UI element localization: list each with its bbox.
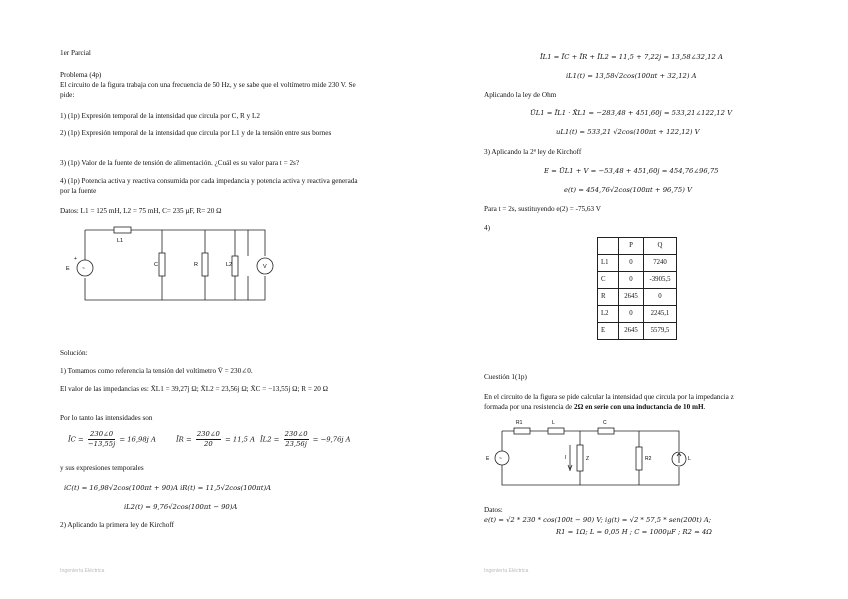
current-il2: ĪL2 = $\frac{230\angle 0}{23,56j}$ = −9,76j A xyxy=(260,430,351,448)
currents-intro: Por lo tanto las intensidades son xyxy=(60,414,153,422)
exam-heading: 1er Parcial xyxy=(60,49,91,57)
datos-eq-1: e(t) = √2 * 230 * cos(100t − 90) V; ig(t) = √2 * 57,5 * sen(200t) A; xyxy=(484,516,712,524)
cuestion-text-2: formada por una resistencia de 2Ω en serie con una inductancia de 10 mH. xyxy=(484,403,706,411)
eq-ul1-time: uL1(t) = 533,21 √2cos(100πt + 122,12) V xyxy=(556,128,700,136)
step-1: 1) Tomamos como referencia la tensión del voltímetro V̄ = 230∠0. xyxy=(60,367,253,375)
table-cell: 5579,5 xyxy=(644,323,677,340)
eq-il1-time: iL1(t) = 13,58√2cos(100πt + 32,12) A xyxy=(566,72,697,80)
temporal-intro: y sus expresiones temporales xyxy=(60,464,144,472)
table-cell: Q xyxy=(644,238,677,255)
label-l: L xyxy=(552,420,555,426)
impedances-text: El valor de las impedancias es: X̄L1 = 39,27j Ω; X̄L2 = 23,56j Ω; X̄C = −13,55j Ω; R = 20 Ω xyxy=(60,385,329,393)
source-symbol-2: ~ xyxy=(499,456,502,462)
step-2: 2) Aplicando la primera ley de Kirchoff xyxy=(60,521,175,529)
left-footer: Ingeniería Eléctrica xyxy=(60,568,105,574)
table-cell: 0 xyxy=(619,272,644,289)
label-r2: R2 xyxy=(645,456,652,462)
label-c: C xyxy=(154,262,158,268)
table-cell: R xyxy=(598,289,619,306)
datos-eq-2: R1 = 1Ω; L = 0,05 H ; C = 1000µF ; R2 = 4Ω xyxy=(556,528,712,536)
temporal-expression-il2: iL2(t) = 9,76√2cos(100πt − 90)A xyxy=(124,503,238,511)
source-symbol: ~ xyxy=(82,266,85,272)
table-cell: C xyxy=(598,272,619,289)
question-1: 1) (1p) Expresión temporal de la intensidad que circula por C, R y L2 xyxy=(60,112,260,120)
label-plus: + xyxy=(74,256,77,262)
solucion-heading: Solución: xyxy=(60,349,88,357)
label-l1: L1 xyxy=(117,238,124,244)
table-row xyxy=(598,323,677,340)
temporal-expressions-1: iC(t) = 16,98√2cos(100πt + 90)A iR(t) = 11,5√2cos(100πt)A xyxy=(64,484,272,492)
datos-line: Datos: L1 = 125 mH, L2 = 75 mH, C= 235 µF, R= 20 Ω xyxy=(60,207,222,215)
kirchoff-2-intro: 3) Aplicando la 2ª ley de Kirchoff xyxy=(484,148,582,156)
eq-e: E = ŪL1 + V = −53,48 + 451,60j = 454,76∠96,75 xyxy=(544,167,719,175)
table-cell: 0 xyxy=(619,306,644,323)
table-cell: 2645 xyxy=(619,323,644,340)
label-c2: C xyxy=(603,420,607,426)
table-cell: 2245,1 xyxy=(644,306,677,323)
table-row xyxy=(598,272,677,289)
eq-il1: ĪL1 = ĪC + ĪR + ĪL2 = 11,5 + 7,22j = 13,58∠32,12 A xyxy=(540,53,723,61)
question-4: 4) (1p) Potencia activa y reactiva consumida por cada impedancia y potencia activa y reactiva generada por la fuente xyxy=(60,177,358,195)
current-ic: ĪC = $\frac{230\angle 0}{-13,55j}$ = 16,98j A xyxy=(68,430,156,448)
table-cell: 7240 xyxy=(644,255,677,272)
label-v: V xyxy=(263,264,267,270)
table-cell: L1 xyxy=(598,255,619,272)
label-r: R xyxy=(194,262,198,268)
table-row xyxy=(598,255,677,272)
cuestion-text-1: En el circuito de la figura se pide calcular la intensidad que circula por la impedancia z xyxy=(484,393,734,401)
question-3: 3) (1p) Valor de la fuente de tensión de alimentación. ¿Cuál es su valor para t = 2s? xyxy=(60,159,300,167)
table-cell: 2645 xyxy=(619,289,644,306)
problem-title: Problema (4p) xyxy=(60,71,102,79)
table-cell: 0 xyxy=(644,289,677,306)
power-table xyxy=(597,237,677,340)
cuestion-title: Cuestión 1(1p) xyxy=(484,373,527,381)
label-e2: E xyxy=(486,456,490,462)
label-i: I xyxy=(565,455,567,461)
circuit-diagram-1 xyxy=(60,218,275,313)
table-cell: -3905,5 xyxy=(644,272,677,289)
current-ir: ĪR = $\frac{230\angle 0}{20}$ = 11,5 A xyxy=(176,430,256,448)
table-row xyxy=(598,289,677,306)
table-cell: E xyxy=(598,323,619,340)
eq-ul1: ŪL1 = ĪL1 · X̄L1 = −283,48 + 451,60j = 533,21∠122,12 V xyxy=(530,109,733,117)
datos-label: Datos: xyxy=(484,506,503,514)
question-2: 2) (1p) Expresión temporal de la intensidad que circula por L1 y de la tensión entre sus bornes xyxy=(60,129,332,137)
circuit-diagram-2 xyxy=(484,415,694,495)
label-z: Z xyxy=(586,456,590,462)
table-header-row xyxy=(598,238,677,255)
table-cell: 0 xyxy=(619,255,644,272)
table-cell: L2 xyxy=(598,306,619,323)
problem-text: El circuito de la figura trabaja con una frecuencia de 50 Hz, y se sabe que el voltímetro mide 230 V. Se pide: xyxy=(60,81,356,99)
label-e: E xyxy=(66,266,70,272)
table-cell: P xyxy=(619,238,644,255)
label-l2: L2 xyxy=(226,262,233,268)
label-r1: R1 xyxy=(516,420,523,426)
table-row xyxy=(598,306,677,323)
eq-e-time: e(t) = 454,76√2cos(100πt + 96,75) V xyxy=(564,186,692,194)
value-at-2s: Para t = 2s, sustituyendo e(2) = -75,63 V xyxy=(484,205,601,213)
table-cell xyxy=(598,238,619,255)
question-4-label: 4) xyxy=(484,224,490,232)
ohm-intro: Aplicando la ley de Ohm xyxy=(484,91,557,99)
right-footer: Ingeniería Eléctrica xyxy=(484,568,529,574)
label-current-source: L xyxy=(688,456,691,462)
